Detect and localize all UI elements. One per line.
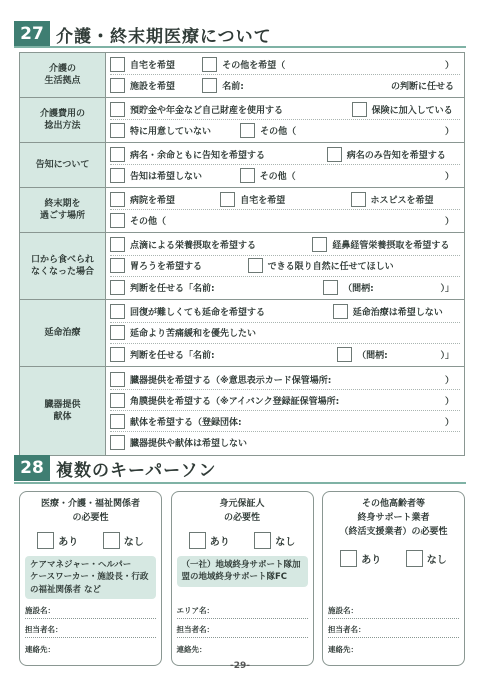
option-line <box>110 120 460 141</box>
checkbox[interactable] <box>110 347 125 362</box>
closing-bracket: ） <box>444 127 454 137</box>
closing-bracket: ） <box>444 172 454 182</box>
section-divider <box>14 46 466 48</box>
option-label: できる限り自然に任せてほしい <box>267 262 394 272</box>
field-line[interactable]: 施設名： <box>328 600 459 619</box>
field-line[interactable]: 連絡先： <box>328 645 358 654</box>
page-number: -29- <box>230 661 250 671</box>
row-label: 延命治療 <box>20 300 106 367</box>
option-label: 施設を希望 <box>130 82 176 92</box>
table-row <box>20 143 465 188</box>
option-line <box>110 54 460 75</box>
option-label: （間柄: <box>343 283 374 294</box>
card-title: その他高齢者等 終身サポート業者 （終活支援業者）の必要性 <box>339 499 448 537</box>
checkbox[interactable] <box>110 393 125 408</box>
choice-label: あり <box>58 536 79 548</box>
checkbox[interactable] <box>110 237 125 252</box>
closing-bracket: ） <box>444 417 454 428</box>
section-27-header <box>14 21 272 47</box>
checkbox[interactable] <box>110 213 125 228</box>
checkbox[interactable] <box>220 192 235 207</box>
keyperson-cards <box>19 491 465 666</box>
row-label: 口から食べられ なくなった場合 <box>20 233 106 300</box>
choice-yes[interactable] <box>189 532 230 549</box>
row-label: 臓器提供 献体 <box>20 367 106 456</box>
card-note: （一社）地域終身サポート隊加 盟の地域終身サポート隊FC <box>177 556 308 587</box>
option-line <box>110 235 460 256</box>
checkbox[interactable] <box>323 280 338 295</box>
choice-label: なし <box>275 536 296 548</box>
checkbox[interactable] <box>202 78 217 93</box>
checkbox[interactable] <box>327 147 342 162</box>
checkbox[interactable] <box>240 123 255 138</box>
option-label: その他（ <box>259 172 296 182</box>
checkbox[interactable] <box>110 304 125 319</box>
keyperson-card <box>171 491 314 666</box>
card-fields <box>25 600 156 657</box>
checkbox[interactable] <box>110 102 125 117</box>
option-label: 臓器提供を希望する（※意思表示カード保管場所: <box>130 375 332 386</box>
section-title: 介護・終末期医療について <box>56 26 272 47</box>
row-options <box>106 233 465 300</box>
table-row <box>20 53 465 98</box>
choice-yes[interactable] <box>37 532 78 549</box>
row-label: 終末期を 過ごす場所 <box>20 188 106 233</box>
checkbox[interactable] <box>110 325 125 340</box>
checkbox[interactable] <box>352 102 367 117</box>
field-line[interactable]: 担当者名： <box>25 619 156 638</box>
choice-yes[interactable] <box>340 550 381 567</box>
care-preferences-table <box>19 52 465 456</box>
closing-bracket: の判断に任せる <box>390 82 454 92</box>
choice-row <box>328 550 459 567</box>
option-label: 延命より苦痛緩和を優先したい <box>130 329 257 339</box>
checkbox[interactable] <box>406 550 423 567</box>
option-line <box>110 75 460 96</box>
option-label: 経鼻経管栄養摂取を希望する <box>332 241 450 251</box>
checkbox[interactable] <box>103 532 120 549</box>
option-label: 献体を希望する（登録団体: <box>130 417 242 428</box>
table-row <box>20 188 465 233</box>
keyperson-card <box>19 491 162 666</box>
option-label: 病名・余命ともに告知を希望する <box>130 150 266 161</box>
choice-no[interactable] <box>254 532 295 549</box>
option-line <box>110 411 460 432</box>
checkbox[interactable] <box>110 78 125 93</box>
section-title: 複数のキーパーソン <box>56 460 217 481</box>
row-options <box>106 98 465 143</box>
option-line <box>110 277 460 298</box>
card-note: ケアマネジャー・ヘルパー ケースワーカー・施設長・行政 の福祉関係者 など <box>25 556 156 599</box>
closing-bracket: ） <box>444 217 454 227</box>
row-label: 介護の 生活拠点 <box>20 53 106 98</box>
section-number: 28 <box>14 455 50 481</box>
table-row <box>20 300 465 367</box>
choice-no[interactable] <box>406 550 447 567</box>
choice-no[interactable] <box>103 532 144 549</box>
table-row <box>20 98 465 143</box>
row-label: 告知について <box>20 143 106 188</box>
option-label: 判断を任せる「名前: <box>130 283 215 294</box>
option-label: 点滴による栄養摂取を希望する <box>130 241 257 251</box>
field-line[interactable]: 連絡先： <box>176 645 207 654</box>
option-label: その他（ <box>260 127 297 137</box>
choice-row <box>25 532 156 549</box>
option-label: 自宅を希望 <box>130 60 176 71</box>
checkbox[interactable] <box>340 550 357 567</box>
closing-bracket: ） <box>444 396 454 407</box>
option-label: 病名のみ告知を希望する <box>346 150 446 161</box>
field-line[interactable]: エリア名： <box>177 600 308 619</box>
option-label: 病院を希望 <box>130 195 176 206</box>
card-title: 身元保証人 の必要性 <box>219 499 265 523</box>
section-number: 27 <box>14 21 50 47</box>
section-28-header <box>14 455 216 481</box>
option-line <box>110 210 460 231</box>
choice-label: あり <box>361 554 382 566</box>
option-label: ホスピスを希望 <box>370 195 434 206</box>
option-label: 延命治療は希望しない <box>352 308 443 318</box>
row-label: 介護費用の 捻出方法 <box>20 98 106 143</box>
table-row <box>20 233 465 300</box>
option-label: 自宅を希望 <box>240 195 286 206</box>
option-label: 角膜提供を希望する（※アイバンク登録証保管場所: <box>130 396 340 407</box>
checkbox[interactable] <box>110 280 125 295</box>
option-label: その他を希望（ <box>222 60 286 71</box>
option-label: その他（ <box>130 217 167 227</box>
row-options <box>106 367 465 456</box>
option-label: （間柄: <box>357 350 388 361</box>
checkbox[interactable] <box>337 347 352 362</box>
option-label: 判断を任せる「名前: <box>130 350 215 361</box>
checkbox[interactable] <box>189 532 206 549</box>
field-line[interactable]: 担当者名： <box>328 619 459 638</box>
checkbox[interactable] <box>202 57 217 72</box>
option-line <box>110 189 460 210</box>
closing-bracket: ）」 <box>440 283 454 294</box>
option-label: 告知は希望しない <box>130 172 203 182</box>
option-label: 特に用意していない <box>130 127 212 137</box>
keyperson-card <box>322 491 465 666</box>
row-options <box>106 53 465 98</box>
checkbox[interactable] <box>248 258 263 273</box>
closing-bracket: ） <box>444 375 454 386</box>
option-line <box>110 144 460 165</box>
option-line <box>110 323 460 344</box>
option-line <box>110 369 460 390</box>
closing-bracket: ）」 <box>440 350 454 361</box>
checkbox[interactable] <box>110 414 125 429</box>
row-options <box>106 143 465 188</box>
field-line[interactable]: 施設名： <box>25 600 156 619</box>
card-title: 医療・介護・福祉関係者 の必要性 <box>40 499 140 523</box>
option-label: 臓器提供や献体は希望しない <box>130 439 248 449</box>
field-line[interactable]: 担当者名： <box>177 619 308 638</box>
option-label: 名前: <box>222 82 244 92</box>
option-line <box>110 99 460 120</box>
option-label: 保険に加入している <box>371 105 453 116</box>
row-options <box>106 188 465 233</box>
choice-label: なし <box>123 536 144 548</box>
checkbox[interactable] <box>110 123 125 138</box>
field-line[interactable]: 連絡先： <box>25 645 55 654</box>
card-fields <box>328 600 459 657</box>
checkbox[interactable] <box>110 372 125 387</box>
card-fields <box>177 600 308 657</box>
checkbox[interactable] <box>312 237 327 252</box>
option-line <box>110 302 460 323</box>
choice-label: あり <box>209 536 230 548</box>
checkbox[interactable] <box>351 192 366 207</box>
option-line <box>110 165 460 186</box>
option-line <box>110 344 460 365</box>
option-label: 回復が難しくても延命を希望する <box>130 308 266 318</box>
checkbox[interactable] <box>110 192 125 207</box>
choice-label: なし <box>426 554 447 566</box>
checkbox[interactable] <box>333 304 348 319</box>
closing-bracket: ） <box>444 60 454 71</box>
checkbox[interactable] <box>110 168 125 183</box>
checkbox[interactable] <box>110 147 125 162</box>
option-line <box>110 256 460 277</box>
row-options <box>106 300 465 367</box>
choice-row <box>177 532 308 549</box>
table-row <box>20 367 465 456</box>
checkbox[interactable] <box>110 258 125 273</box>
checkbox[interactable] <box>240 168 255 183</box>
option-line <box>110 390 460 411</box>
checkbox[interactable] <box>37 532 54 549</box>
checkbox[interactable] <box>110 435 125 450</box>
section-divider <box>14 482 466 484</box>
checkbox[interactable] <box>254 532 271 549</box>
option-label: 預貯金や年金など自己財産を使用する <box>130 105 284 116</box>
option-label: 胃ろうを希望する <box>130 262 203 272</box>
checkbox[interactable] <box>110 57 125 72</box>
option-line <box>110 432 460 453</box>
